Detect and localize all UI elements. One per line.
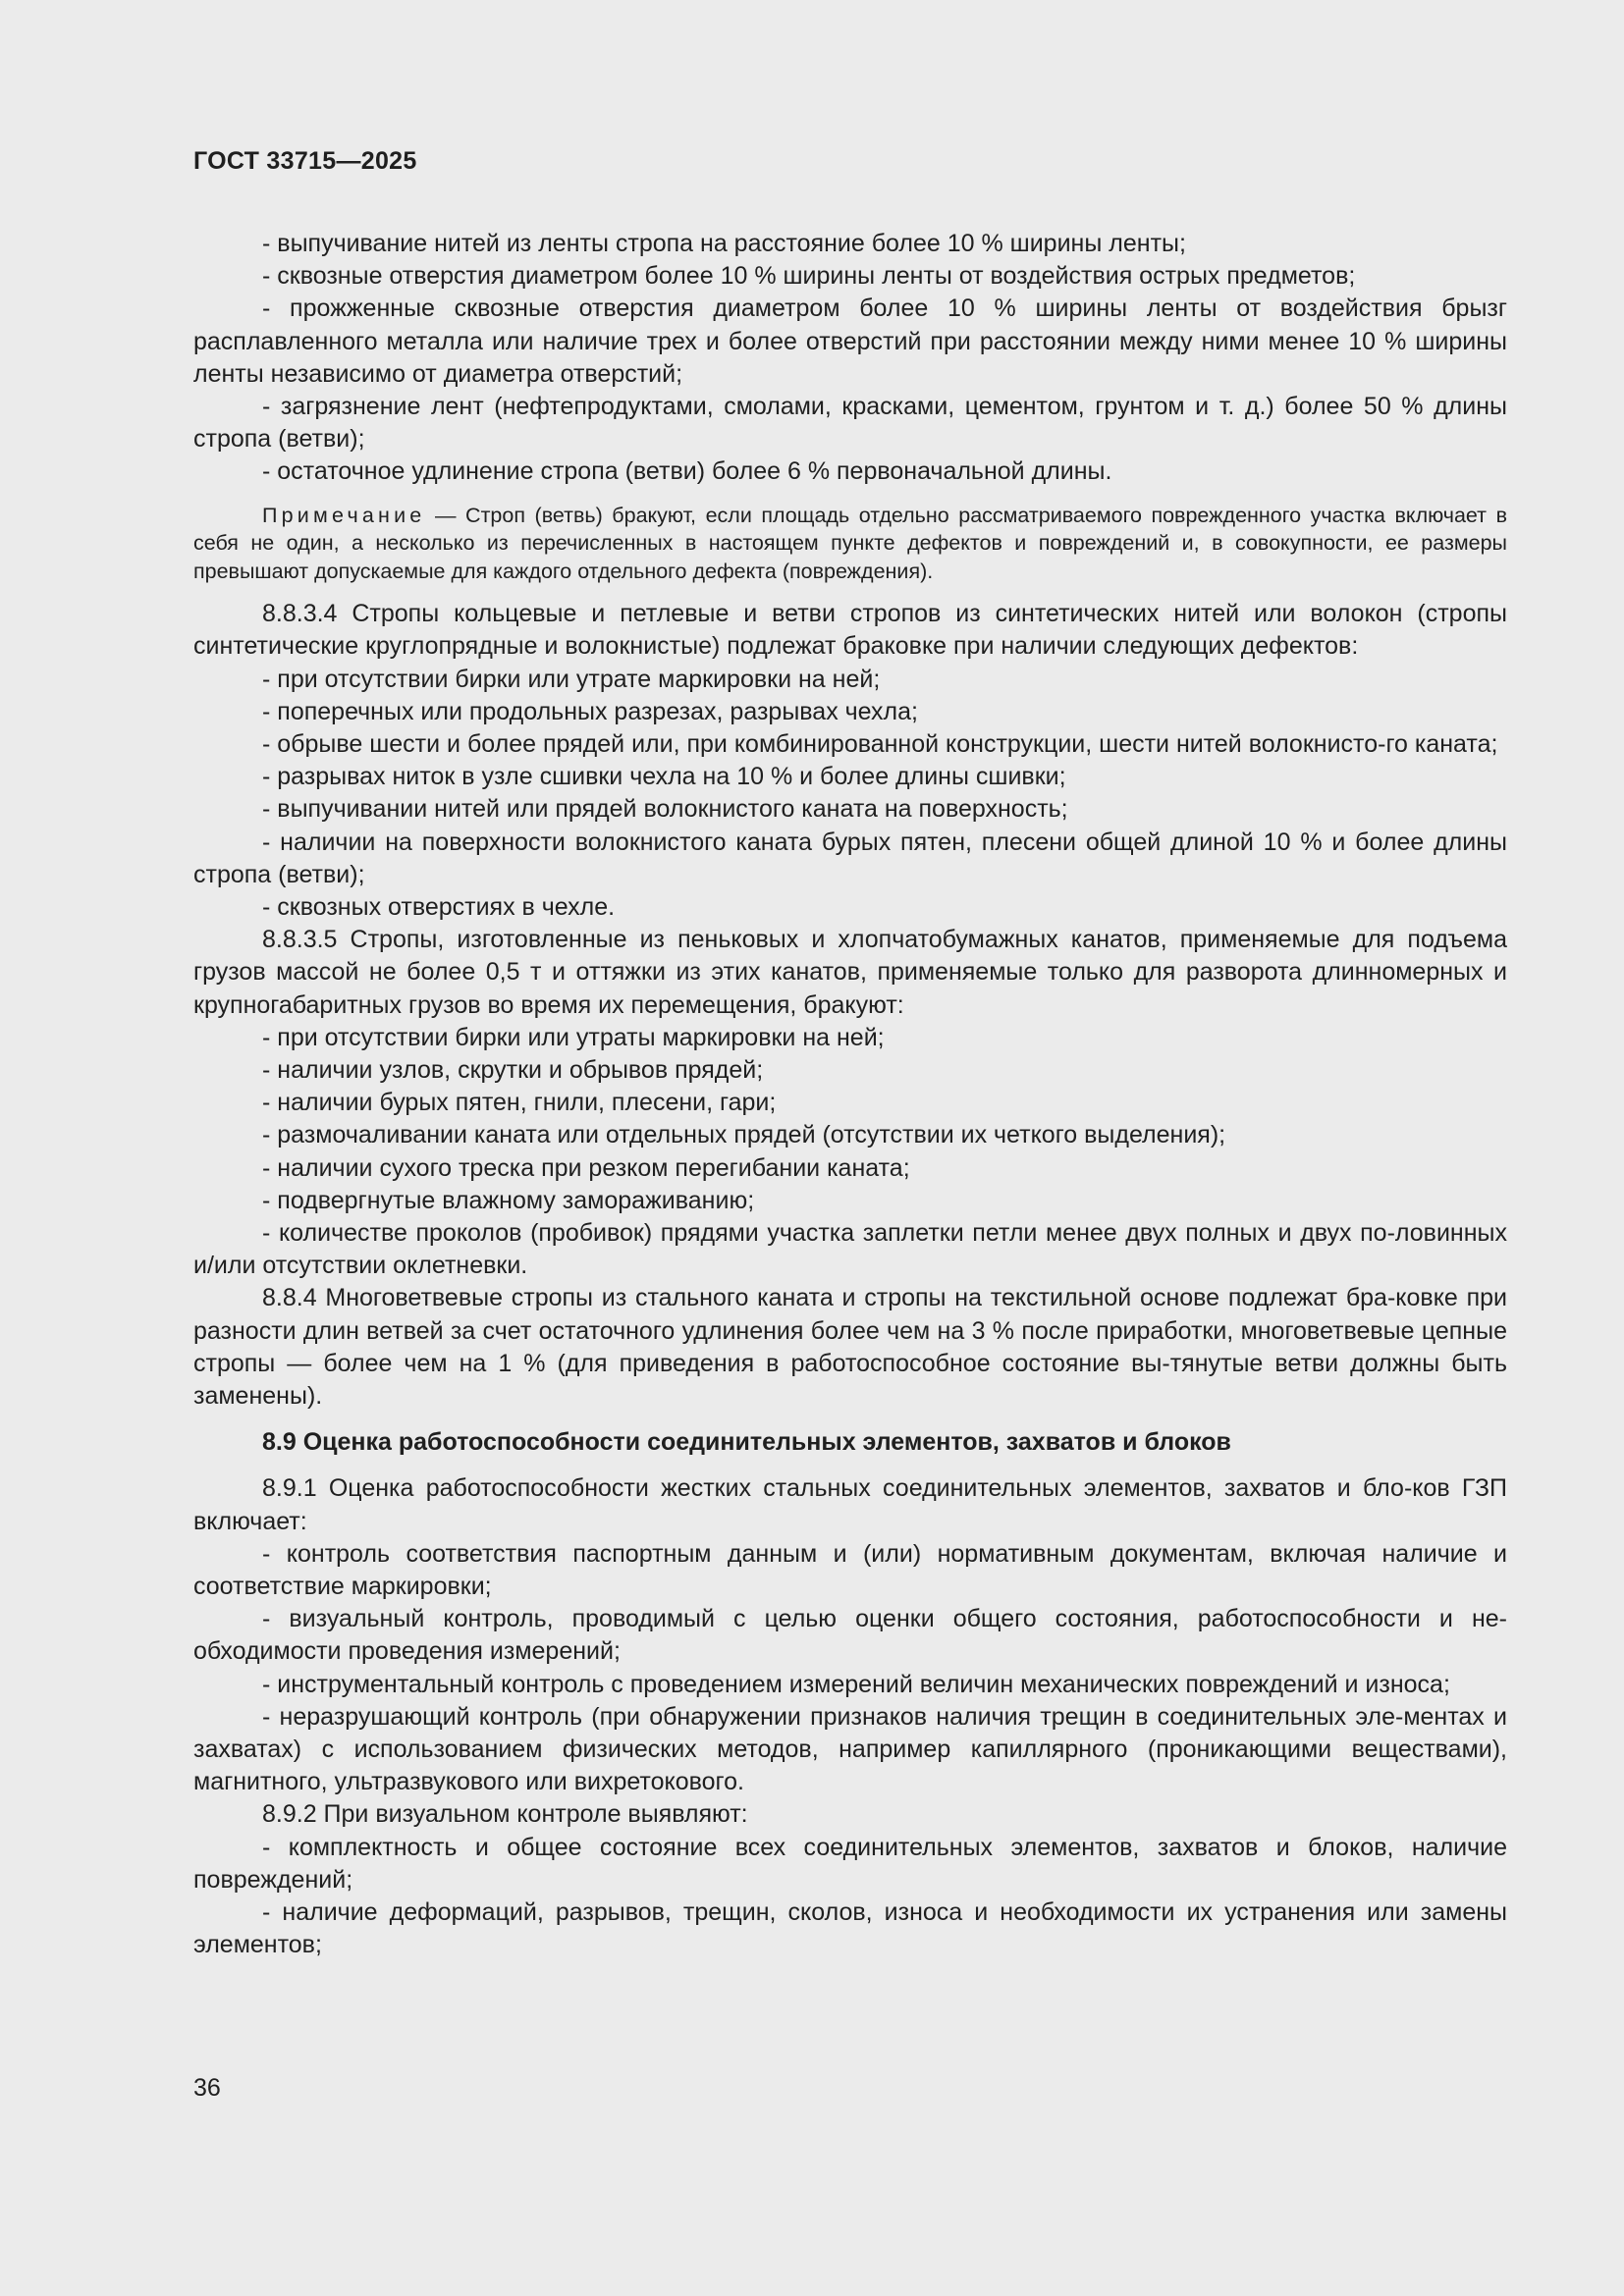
document-header: ГОСТ 33715—2025 [193,147,417,175]
list-item: - при отсутствии бирки или утраты маркировки на ней; [193,1022,1507,1054]
list-item: - сквозные отверстия диаметром более 10 % ширины ленты от воздействия острых предметов; [193,260,1507,293]
list-item: - прожженные сквозные отверстия диаметром более 10 % ширины ленты от воздействия брызг расплавленного металла или наличие трех и более отверстий при расстоянии между ними менее 10 % ширины ленты независимо от диаметра отверстий; [193,293,1507,391]
list-item: - поперечных или продольных разрезах, разрывах чехла; [193,696,1507,728]
list-item: - загрязнение лент (нефтепродуктами, смолами, красками, цементом, грунтом и т. д.) более 50 % длины стропа (ветви); [193,391,1507,455]
list-item: - обрыве шести и более прядей или, при комбинированной конструкции, шести нитей волокнисто-го каната; [193,728,1507,761]
list-item: - неразрушающий контроль (при обнаружении признаков наличия трещин в соединительных эле-ментах и захватах) с использованием физических методов, например капиллярного (проникающими веществами), магнитного, ультразвукового или вихретокового. [193,1701,1507,1799]
list-item: - визуальный контроль, проводимый с целью оценки общего состояния, работоспособности и не-обходимости проведения измерений; [193,1603,1507,1668]
list-item: - разрывах ниток в узле сшивки чехла на 10 % и более длины сшивки; [193,761,1507,793]
list-item: - остаточное удлинение стропа (ветви) более 6 % первоначальной длины. [193,455,1507,488]
note-label: Примечание [262,503,426,527]
list-item: - комплектность и общее состояние всех соединительных элементов, захватов и блоков, наличие повреждений; [193,1832,1507,1896]
list-item: - наличии бурых пятен, гнили, плесени, гари; [193,1087,1507,1119]
clause-8-8-3-5: 8.8.3.5 Стропы, изготовленные из пеньковых и хлопчатобумажных канатов, применяемые для подъема грузов массой не более 0,5 т и оттяжки из этих канатов, применяемые только для разворота длинномерных и крупногабаритных грузов во время их перемещения, бракуют: [193,926,1507,1019]
list-item: - наличии сухого треска при резком перегибании каната; [193,1152,1507,1185]
list-item: - контроль соответствия паспортным данным и (или) нормативным документам, включая наличие и соответствие маркировки; [193,1538,1507,1603]
list-item: - при отсутствии бирки или утрате маркировки на ней; [193,664,1507,696]
section-heading-8-9: 8.9 Оценка работоспособности соединительных элементов, захватов и блоков [262,1428,1231,1457]
list-item: - выпучивании нитей или прядей волокнистого каната на поверхность; [193,793,1507,826]
list-item: - количестве проколов (пробивок) прядями участка заплетки петли менее двух полных и двух по-ловинных и/или отсутствии оклетневки. [193,1217,1507,1282]
clause-8-8-3-4: 8.8.3.4 Стропы кольцевые и петлевые и ветви стропов из синтетических нитей или волокон (стропы синтетические круглопрядные и волокнистые) подлежат браковке при наличии следующих дефектов: [193,600,1507,661]
list-item: - инструментальный контроль с проведением измерений величин механических повреждений и износа; [193,1669,1507,1701]
note-text: — Строп (ветвь) бракуют, если площадь отдельно рассматриваемого поврежденного участка включает в себя не один, а несколько из перечисленных в настоящем пункте дефектов и повреждений и, в совокупности, ее размеры превышают допускаемые для каждого отдельного дефекта (повреждения). [193,503,1507,583]
document-body [193,228,1507,1961]
list-item: - наличии на поверхности волокнистого каната бурых пятен, плесени общей длиной 10 % и более длины стропа (ветви); [193,827,1507,891]
list-item: - наличии узлов, скрутки и обрывов прядей; [193,1054,1507,1087]
clause-8-8-4: 8.8.4 Многоветвевые стропы из стального каната и стропы на текстильной основе подлежат бра-ковке при разности длин ветвей за счет остаточного удлинения более чем на 3 % после приработки, многоветвевые цепные стропы — более чем на 1 % (для приведения в работоспособное состояние вы-тянутые ветви должны быть заменены). [193,1284,1507,1410]
list-item: - подвергнутые влажному замораживанию; [193,1185,1507,1217]
clause-8-9-2: 8.9.2 При визуальном контроле выявляют: [262,1800,748,1829]
list-item: - сквозных отверстиях в чехле. [193,891,1507,924]
list-item: - выпучивание нитей из ленты стропа на расстояние более 10 % ширины ленты; [193,228,1507,260]
note-paragraph [193,502,1507,586]
page-number: 36 [193,2074,221,2102]
clause-8-9-1: 8.9.1 Оценка работоспособности жестких стальных соединительных элементов, захватов и бло-ков ГЗП включает: [193,1474,1507,1535]
list-item: - наличие деформаций, разрывов, трещин, сколов, износа и необходимости их устранения или замены элементов; [193,1896,1507,1961]
list-item: - размочаливании каната или отдельных прядей (отсутствии их четкого выделения); [193,1119,1507,1151]
